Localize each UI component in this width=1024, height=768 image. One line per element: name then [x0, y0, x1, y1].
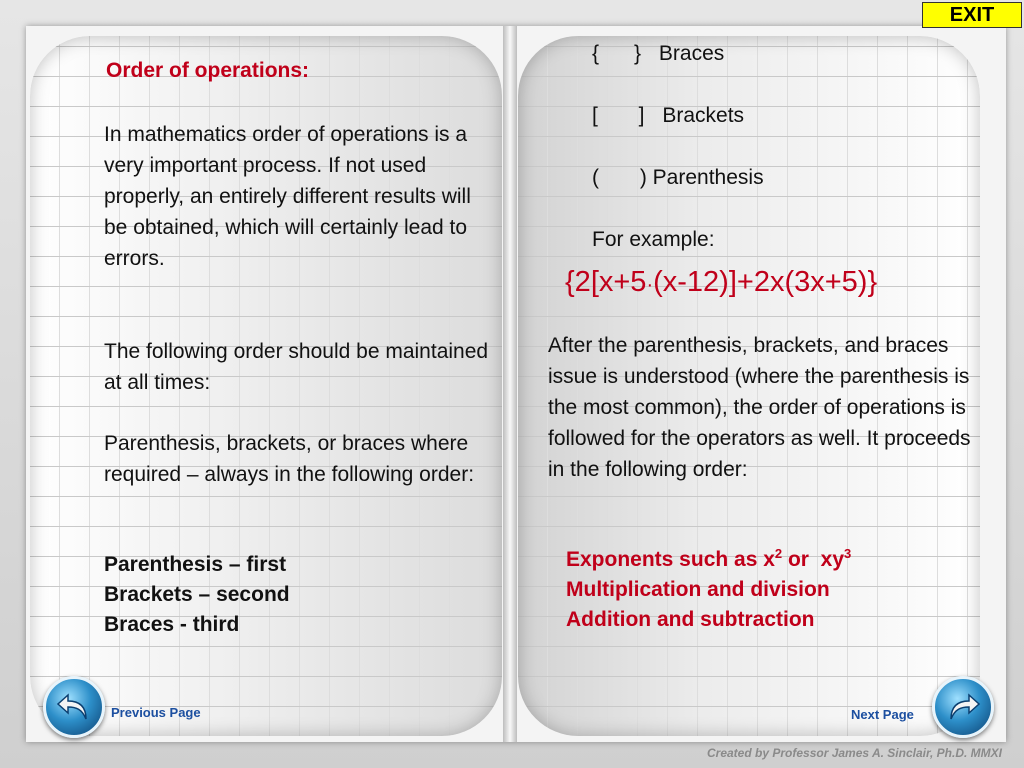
order-paragraph: The following order should be maintained at all times:	[104, 340, 489, 394]
multiply-dot: ·	[646, 274, 654, 296]
grouper-brackets	[592, 104, 744, 128]
grouper-symbol: [ ]	[592, 104, 645, 127]
groupers-paragraph: Parenthesis, brackets, or braces where required – always in the following order:	[104, 432, 475, 486]
exponent-3: 3	[844, 546, 852, 561]
operator-addition: Addition and subtraction	[566, 608, 815, 631]
exit-button[interactable]: EXIT	[922, 2, 1022, 28]
page-title: Order of operations:	[106, 59, 310, 82]
author-credit: Created by Professor James A. Sinclair, Ph.D. MMXI	[707, 746, 1002, 760]
grouper-parenthesis	[592, 166, 764, 190]
forward-arrow-icon	[943, 689, 983, 725]
intro-paragraph: In mathematics order of operations is a very important process. If not used properly, an entirely different results will be obtained, which will certainly lead to errors.	[104, 123, 471, 270]
example-label: For example:	[592, 228, 715, 251]
operator-exponents	[566, 545, 851, 575]
order-item-second: Brackets – second	[104, 583, 290, 606]
order-item-third: Braces - third	[104, 613, 240, 636]
grouper-symbol: { }	[592, 42, 642, 65]
example-equation	[565, 266, 877, 299]
operator-multiplication: Multiplication and division	[566, 578, 830, 601]
grouping-order-list	[104, 550, 494, 640]
operator-order-list	[566, 545, 851, 635]
grouper-label: Brackets	[662, 104, 745, 127]
book-spine	[503, 26, 517, 742]
grouper-braces	[592, 42, 724, 66]
equation-part-b: (x-12)]+2x(3x+5)}	[653, 266, 878, 298]
exponent-2: 2	[774, 546, 783, 561]
exponents-mid: or xy	[782, 548, 845, 571]
operators-paragraph: After the parenthesis, brackets, and braces issue is understood (where the parenthesis is the most common), the order of operations is followed for the operators as well. It proceeds in the following order:	[548, 334, 971, 481]
next-page-link[interactable]: Next Page	[851, 707, 914, 722]
next-page-button[interactable]	[932, 676, 994, 738]
exponents-text: Exponents such as x	[566, 548, 775, 571]
previous-page-link[interactable]: Previous Page	[111, 705, 201, 720]
grouper-label: Braces	[658, 42, 725, 65]
previous-page-button[interactable]	[43, 676, 105, 738]
order-item-first: Parenthesis – first	[104, 553, 287, 576]
back-arrow-icon	[54, 689, 94, 725]
equation-part-a: {2[x+5	[565, 266, 647, 298]
grouper-label: Parenthesis	[652, 166, 764, 189]
grouper-symbol: ( )	[592, 166, 647, 189]
